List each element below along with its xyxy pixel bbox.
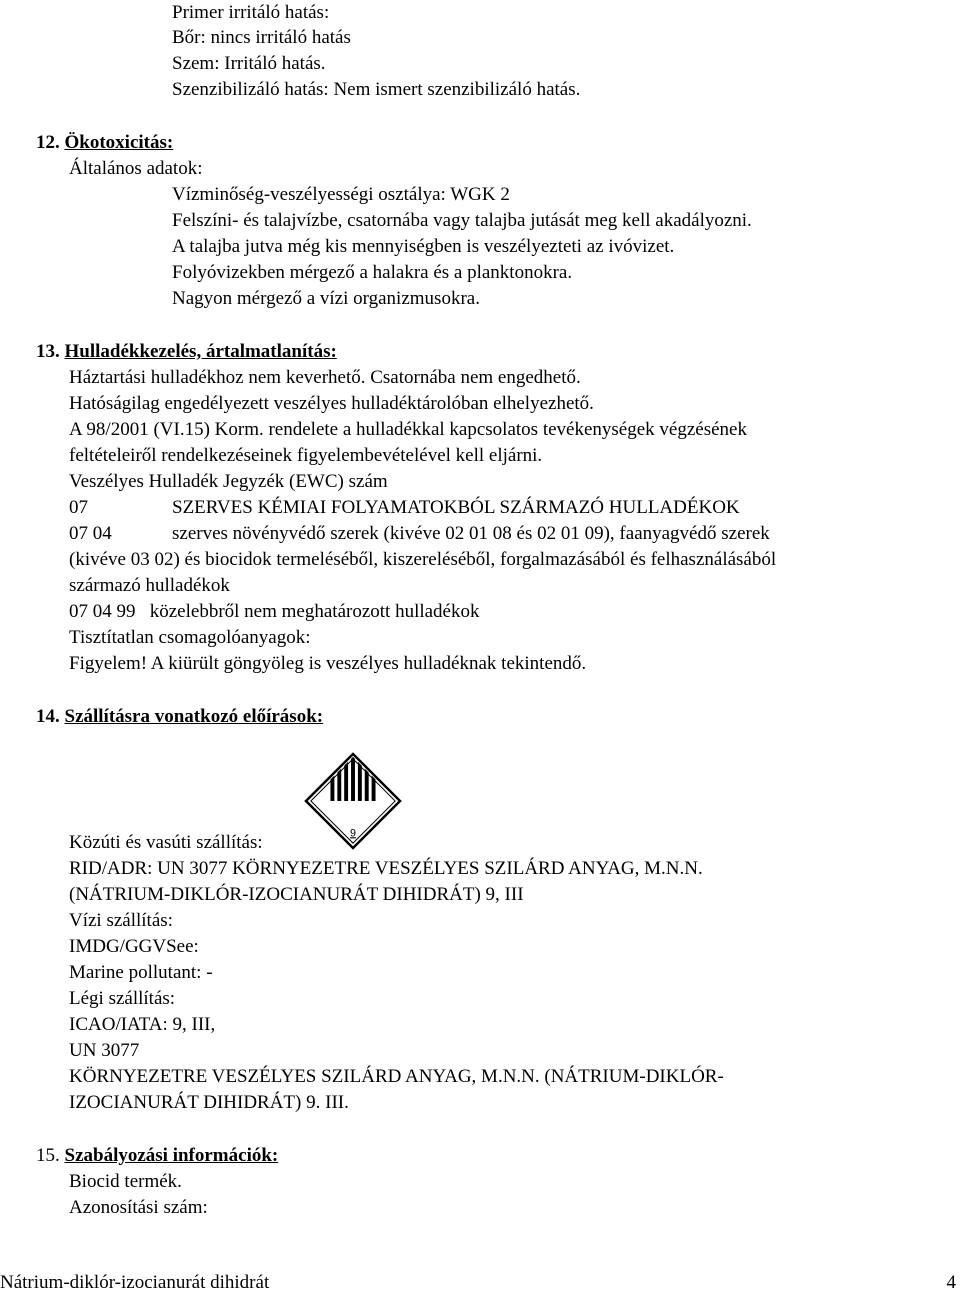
sec14-line: IMDG/GGVSee: [69, 936, 199, 957]
section-title: Hulladékkezelés, ártalmatlanítás: [64, 341, 337, 362]
sec12-line: A talajba jutva még kis mennyiségben is veszélyezteti az ivóvizet. [172, 236, 675, 257]
sec14-line: KÖRNYEZETRE VESZÉLYES SZILÁRD ANYAG, M.N.N. (NÁTRIUM-DIKLÓR- [69, 1066, 724, 1087]
sec13-line: Háztartási hulladékhoz nem keverhető. Csatornába nem engedhető. [69, 367, 581, 388]
sec13-line: Tisztítatlan csomagolóanyagok: [69, 627, 311, 648]
section-title: Ökotoxicitás: [64, 132, 174, 153]
section-number: 14. [36, 706, 60, 727]
sec12-line: Felszíni- és talajvízbe, csatornába vagy talajba jutását meg kell akadályozni. [172, 210, 752, 231]
sec15-line: Azonosítási szám: [69, 1197, 208, 1218]
sec14-line: (NÁTRIUM-DIKLÓR-IZOCIANURÁT DIHIDRÁT) 9, III [69, 884, 524, 905]
ewc-description: szerves növényvédő szerek (kivéve 02 01 08 és 02 01 09), faanyagvédő szerek [172, 523, 770, 544]
sec14-subheading: Vízi szállítás: [69, 910, 173, 931]
sec11-line: Primer irritáló hatás: [172, 2, 330, 23]
sec14-line: Marine pollutant: - [69, 962, 213, 983]
sec14-subheading: Közúti és vasúti szállítás: [69, 832, 263, 853]
ewc-entry: 07 04 99 közelebbről nem meghatározott hulladékok [69, 601, 480, 622]
section-14-heading [36, 704, 323, 730]
hazard-class-9-icon [304, 752, 402, 850]
sec13-line: Hatóságilag engedélyezett veszélyes hulladéktárolóban elhelyezhető. [69, 393, 594, 414]
sec14-line: RID/ADR: UN 3077 KÖRNYEZETRE VESZÉLYES SZILÁRD ANYAG, M.N.N. [69, 858, 703, 879]
sec13-line: A 98/2001 (VI.15) Korm. rendelete a hulladékkal kapcsolatos tevékenységek végzésének [69, 419, 747, 440]
sec13-line: (kivéve 03 02) és biocidok termeléséből, kiszereléséből, forgalmazásából és felhasználásából [69, 549, 777, 570]
sec14-line: IZOCIANURÁT DIHIDRÁT) 9. III. [69, 1092, 349, 1113]
sec11-line: Szenzibilizáló hatás: Nem ismert szenzibilizáló hatás. [172, 79, 581, 100]
sec13-line: Veszélyes Hulladék Jegyzék (EWC) szám [69, 471, 388, 492]
ewc-code: 07 04 [69, 523, 112, 544]
section-13-heading [36, 339, 337, 365]
footer-product-name: Nátrium-diklór-izocianurát dihidrát [0, 1272, 270, 1293]
sec14-line: UN 3077 [69, 1040, 140, 1061]
hazard-class-number: 9 [350, 827, 356, 840]
sec13-line: származó hulladékok [69, 575, 230, 596]
section-number: 15. [36, 1145, 60, 1166]
section-title: Szállításra vonatkozó előírások: [64, 706, 324, 727]
section-number: 13. [36, 341, 60, 362]
footer-page-number: 4 [946, 1272, 956, 1293]
section-title: Szabályozási információk: [64, 1145, 279, 1166]
section-15-heading [36, 1143, 278, 1169]
sec12-line: Folyóvizekben mérgező a halakra és a planktonokra. [172, 262, 573, 283]
section-number: 12. [36, 132, 60, 153]
sec11-line: Szem: Irritáló hatás. [172, 53, 326, 74]
sec14-subheading: Légi szállítás: [69, 988, 176, 1009]
sec14-line: ICAO/IATA: 9, III, [69, 1014, 216, 1035]
ewc-code: 07 [69, 497, 88, 518]
sec12-line: Nagyon mérgező a vízi organizmusokra. [172, 288, 480, 309]
sec12-subheading: Általános adatok: [69, 158, 203, 179]
sec13-line: feltételeiről rendelkezéseinek figyelembevételével kell eljárni. [69, 445, 543, 466]
sec11-line: Bőr: nincs irritáló hatás [172, 27, 351, 48]
sec12-line: Vízminőség-veszélyességi osztálya: WGK 2 [172, 184, 510, 205]
sec15-line: Biocid termék. [69, 1171, 182, 1192]
sec13-line: Figyelem! A kiürült göngyöleg is veszélyes hulladéknak tekintendő. [69, 653, 587, 674]
ewc-description: SZERVES KÉMIAI FOLYAMATOKBÓL SZÁRMAZÓ HULLADÉKOK [172, 497, 740, 518]
section-12-heading [36, 130, 173, 156]
